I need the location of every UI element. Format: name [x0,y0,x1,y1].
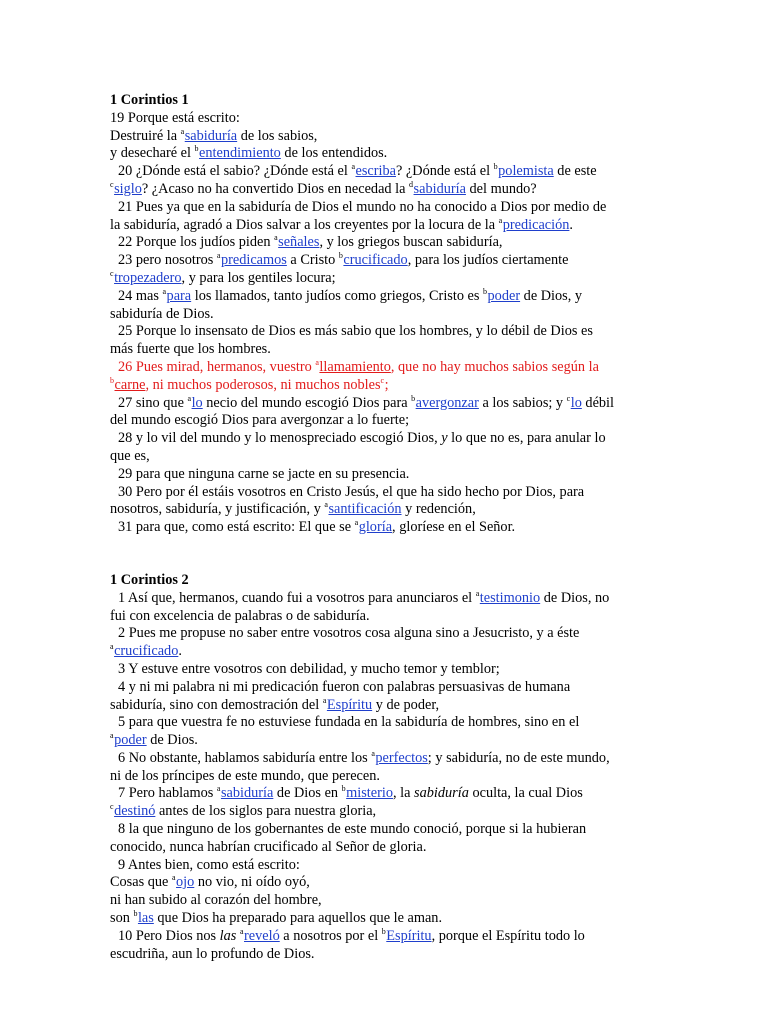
cross-reference-link[interactable]: entendimiento [199,145,281,162]
verse-text: del mundo escogió Dios para avergonzar a lo fuerte; [110,412,410,429]
footnote-marker: d [409,179,414,189]
verse-text: 19 Porque está escrito: [110,109,240,126]
cross-reference-link[interactable]: señales [278,234,320,251]
verse-text: 7 Pero hablamos [118,785,217,802]
verse-line [110,199,652,217]
verse-text: Destruiré la [110,127,181,144]
footnote-marker: a [171,873,176,883]
highlighted-verse-line [110,359,652,377]
verse-line [110,484,652,502]
verse-line [110,163,652,181]
footnote-marker: a [187,393,192,403]
verse-line [110,288,652,306]
verse-line [110,750,652,768]
verse-line [110,217,652,235]
verse-line [110,874,652,892]
verse-text: de Dios, no [540,589,610,606]
verse-text: ? ¿Acaso no ha convertido Dios en necedad la [141,180,410,197]
cross-reference-link[interactable]: gloría [358,519,393,536]
verse-text: , y los griegos buscan sabiduría, [319,234,503,251]
verse-text: , que no hay muchos sabios según la [390,358,599,375]
verse-text: escudriña, aun lo profundo de Dios. [110,945,315,962]
verse-line [110,892,652,910]
verse-text: , y para los gentiles locura; [181,269,336,286]
footnote-marker: a [110,642,114,652]
verse-line [110,270,652,288]
document-page [110,92,652,963]
footnote-marker: b [493,162,498,172]
footnote-marker: a [315,357,319,367]
cross-reference-link[interactable]: poder [487,287,521,304]
footnote-marker: a [239,926,244,936]
verse-line [110,128,652,146]
cross-reference-link[interactable]: predicamos [220,252,287,269]
verse-text: Cosas que [110,874,172,891]
verse-line [110,643,652,661]
verse-line [110,501,652,519]
verse-line [110,145,652,163]
verse-line [110,697,652,715]
cross-reference-link[interactable]: tropezadero [114,269,182,286]
verse-text: , gloríese en el Señor. [392,519,516,536]
italic-text: y [441,430,448,447]
verse-text: que es, [110,447,150,464]
cross-reference-link[interactable]: llamamiento [319,358,391,375]
cross-reference-link[interactable]: destinó [114,803,156,820]
verse-text: 21 Pues ya que en la sabiduría de Dios el mundo no ha conocido a Dios por medio de [118,198,607,215]
verse-text: sabiduría de Dios. [110,305,214,322]
verse-text: y de poder, [372,696,440,713]
verse-line [110,803,652,821]
verse-text: 5 para que vuestra fe no estuviese fundada en la sabiduría de hombres, sino en el [118,714,580,731]
footnote-marker: b [338,251,343,261]
footnote-marker: b [110,375,114,385]
verse-text: a los sabios; y [478,394,567,411]
verse-line [110,466,652,484]
cross-reference-link[interactable]: testimonio [479,589,541,606]
verse-line [110,341,652,359]
verse-text: más fuerte que los hombres. [110,341,271,358]
verse-text: la sabiduría, agradó a Dios salvar a los creyentes por la locura de la [110,216,499,233]
verse-text: nosotros, sabiduría, y justificación, y [110,501,325,518]
verse-text: , la [393,785,415,802]
verse-text: 24 mas [118,287,163,304]
cross-reference-link[interactable]: reveló [244,927,280,944]
verse-line [110,395,652,413]
verse-line [110,839,652,857]
section-spacer [110,537,652,572]
verse-line [110,679,652,697]
cross-reference-link[interactable]: poder [114,732,147,749]
verse-text: débil [581,394,615,411]
cross-reference-link[interactable]: perfectos [375,749,428,766]
verse-text: 25 Porque lo insensato de Dios es más sabio que los hombres, y lo débil de Dios es [118,323,593,340]
verse-text: de los sabios, [237,127,318,144]
verse-line [110,234,652,252]
verse-text: , para los judíos ciertamente [407,252,569,269]
italic-text: las [219,927,237,944]
verse-text: 4 y ni mi palabra ni mi predicación fueron con palabras persuasivas de humana [118,678,571,695]
verse-text: ni han subido al corazón del hombre, [110,892,322,909]
italic-text: sabiduría [414,785,469,802]
footnote-marker: a [274,233,278,243]
verse-text: conocido, nunca habrían crucificado al Señor de gloria. [110,838,427,855]
footnote-marker: a [110,731,114,741]
verse-text: 3 Y estuve entre vosotros con debilidad, y mucho temor y temblor; [118,660,500,677]
verse-text: ni de los príncipes de este mundo, que perecen. [110,767,380,784]
verse-text: de Dios, y [520,287,583,304]
verse-text: que Dios ha preparado para aquellos que le aman. [153,910,443,927]
highlighted-verse-line [110,377,652,395]
cross-reference-link[interactable]: escriba [355,163,396,180]
cross-reference-link[interactable]: ; [384,376,389,393]
cross-reference-link[interactable]: sabiduría [413,180,466,197]
verse-text: 6 No obstante, hablamos sabiduría entre los [118,749,372,766]
cross-reference-link[interactable]: ojo [176,874,195,891]
cross-reference-link[interactable]: santificación [328,501,402,518]
footnote-marker: a [216,251,221,261]
footnote-marker: a [371,748,375,758]
cross-reference-link[interactable]: las [137,910,154,927]
verse-line [110,110,652,128]
verse-line [110,306,652,324]
cross-reference-link[interactable]: crucificado [343,252,408,269]
footnote-marker: b [194,144,199,154]
cross-reference-link[interactable]: predicación [502,216,570,233]
footnote-marker: a [180,126,185,136]
verse-text: y redención, [401,501,476,518]
footnote-marker: c [110,268,114,278]
verse-text: de Dios. [146,732,198,749]
footnote-marker: c [110,179,114,189]
footnote-marker: b [133,909,138,919]
verse-text: 23 pero nosotros [118,252,217,269]
cross-reference-link[interactable]: polemista [498,163,554,180]
footnote-marker: b [411,393,416,403]
verse-text: son [110,910,134,927]
footnote-marker: a [322,695,327,705]
verse-line [110,252,652,270]
verse-text: 29 para que ninguna carne se jacte en su presencia. [118,465,410,482]
verse-text: de este [553,163,597,180]
verse-text: 30 Pero por él estáis vosotros en Cristo Jesús, el que ha sido hecho por Dios, para [118,483,585,500]
cross-reference-link[interactable]: carne [114,376,146,393]
footnote-marker: a [498,215,503,225]
footnote-marker: b [381,926,386,936]
cross-reference-link[interactable]: siglo [114,180,142,197]
cross-reference-link[interactable]: crucificado [114,643,179,660]
verse-text: . [178,643,182,660]
verse-line [110,412,652,430]
chapter-heading: 1 Corintios 1 [110,92,189,108]
cross-reference-link[interactable]: Espíritu [326,696,373,713]
footnote-marker: c [380,375,385,385]
verse-text: ; y sabiduría, no de este mundo, [427,749,610,766]
footnote-marker: a [475,588,480,598]
footnote-marker: a [216,784,221,794]
cross-reference-link[interactable]: lo [191,394,203,411]
verse-line [110,928,652,946]
verse-line [110,590,652,608]
verse-line [110,768,652,786]
cross-reference-link[interactable]: sabiduría [184,127,238,144]
verse-line [110,661,652,679]
cross-reference-link[interactable]: para [166,287,192,304]
verse-text: 26 Pues mirad, hermanos, vuestro [118,358,316,375]
verse-text: 9 Antes bien, como está escrito: [118,856,300,873]
cross-reference-link[interactable]: sabiduría [220,785,274,802]
verse-line [110,785,652,803]
verse-text: sabiduría, sino con demostración del [110,696,323,713]
verse-text: de los entendidos. [280,145,388,162]
verse-text: ? ¿Dónde está el [395,163,494,180]
footnote-marker: a [351,162,355,172]
verse-text: los llamados, tanto judíos como griegos, Cristo es [191,287,484,304]
verse-text: de Dios en [273,785,342,802]
verse-line [110,181,652,199]
cross-reference-link[interactable]: Espíritu [386,927,432,944]
footnote-marker: a [324,500,328,510]
verse-line [110,448,652,466]
verse-line [110,732,652,750]
verse-text: 31 para que, como está escrito: El que se [118,519,355,536]
verse-text: 22 Porque los judíos piden [118,234,275,251]
verse-line [110,910,652,928]
verse-line [110,430,652,448]
verse-text: 1 Así que, hermanos, cuando fui a vosotros para anunciaros el [118,589,476,606]
footnote-marker: a [354,518,359,528]
verse-line [110,608,652,626]
cross-reference-link[interactable]: avergonzar [415,394,479,411]
cross-reference-link[interactable]: lo [570,394,582,411]
verse-text: y desecharé el [110,145,195,162]
verse-text: no vio, ni oído oyó, [194,874,310,891]
verse-line [110,519,652,537]
footnote-marker: b [483,286,488,296]
verse-line [110,946,652,964]
verse-line [110,323,652,341]
cross-reference-link[interactable]: misterio [346,785,393,802]
verse-line [110,857,652,875]
verse-text: necio del mundo escogió Dios para [202,394,412,411]
verse-text: oculta, la cual Dios [468,785,583,802]
verse-line [110,625,652,643]
verse-text: a nosotros por el [279,927,382,944]
verse-text: 8 la que ninguno de los gobernantes de este mundo conoció, porque si la hubieran [118,821,587,838]
verse-text: 27 sino que [118,394,188,411]
verse-line [110,714,652,732]
verse-text: 2 Pues me propuse no saber entre vosotros cosa alguna sino a Jesucristo, y a éste [118,625,580,642]
footnote-marker: a [162,286,167,296]
verse-text: a Cristo [286,252,339,269]
chapter-heading: 1 Corintios 2 [110,571,189,588]
footnote-marker: c [110,802,114,812]
verse-text: 28 y lo vil del mundo y lo menospreciado escogió Dios, [118,430,442,447]
verse-text: fui con excelencia de palabras o de sabiduría. [110,607,370,624]
verse-text: 10 Pero Dios nos [118,927,220,944]
verse-text: del mundo? [465,180,537,197]
footnote-marker: b [341,784,346,794]
verse-text: antes de los siglos para nuestra gloria, [155,803,377,820]
footnote-marker: c [566,393,571,403]
verse-text: , porque el Espíritu todo lo [431,927,585,944]
verse-text: lo que no es, para anular lo [447,430,606,447]
verse-line [110,821,652,839]
verse-text: , ni muchos poderosos, ni muchos nobles [145,376,381,393]
verse-text: 20 ¿Dónde está el sabio? ¿Dónde está el [118,163,352,180]
verse-text: . [569,216,573,233]
